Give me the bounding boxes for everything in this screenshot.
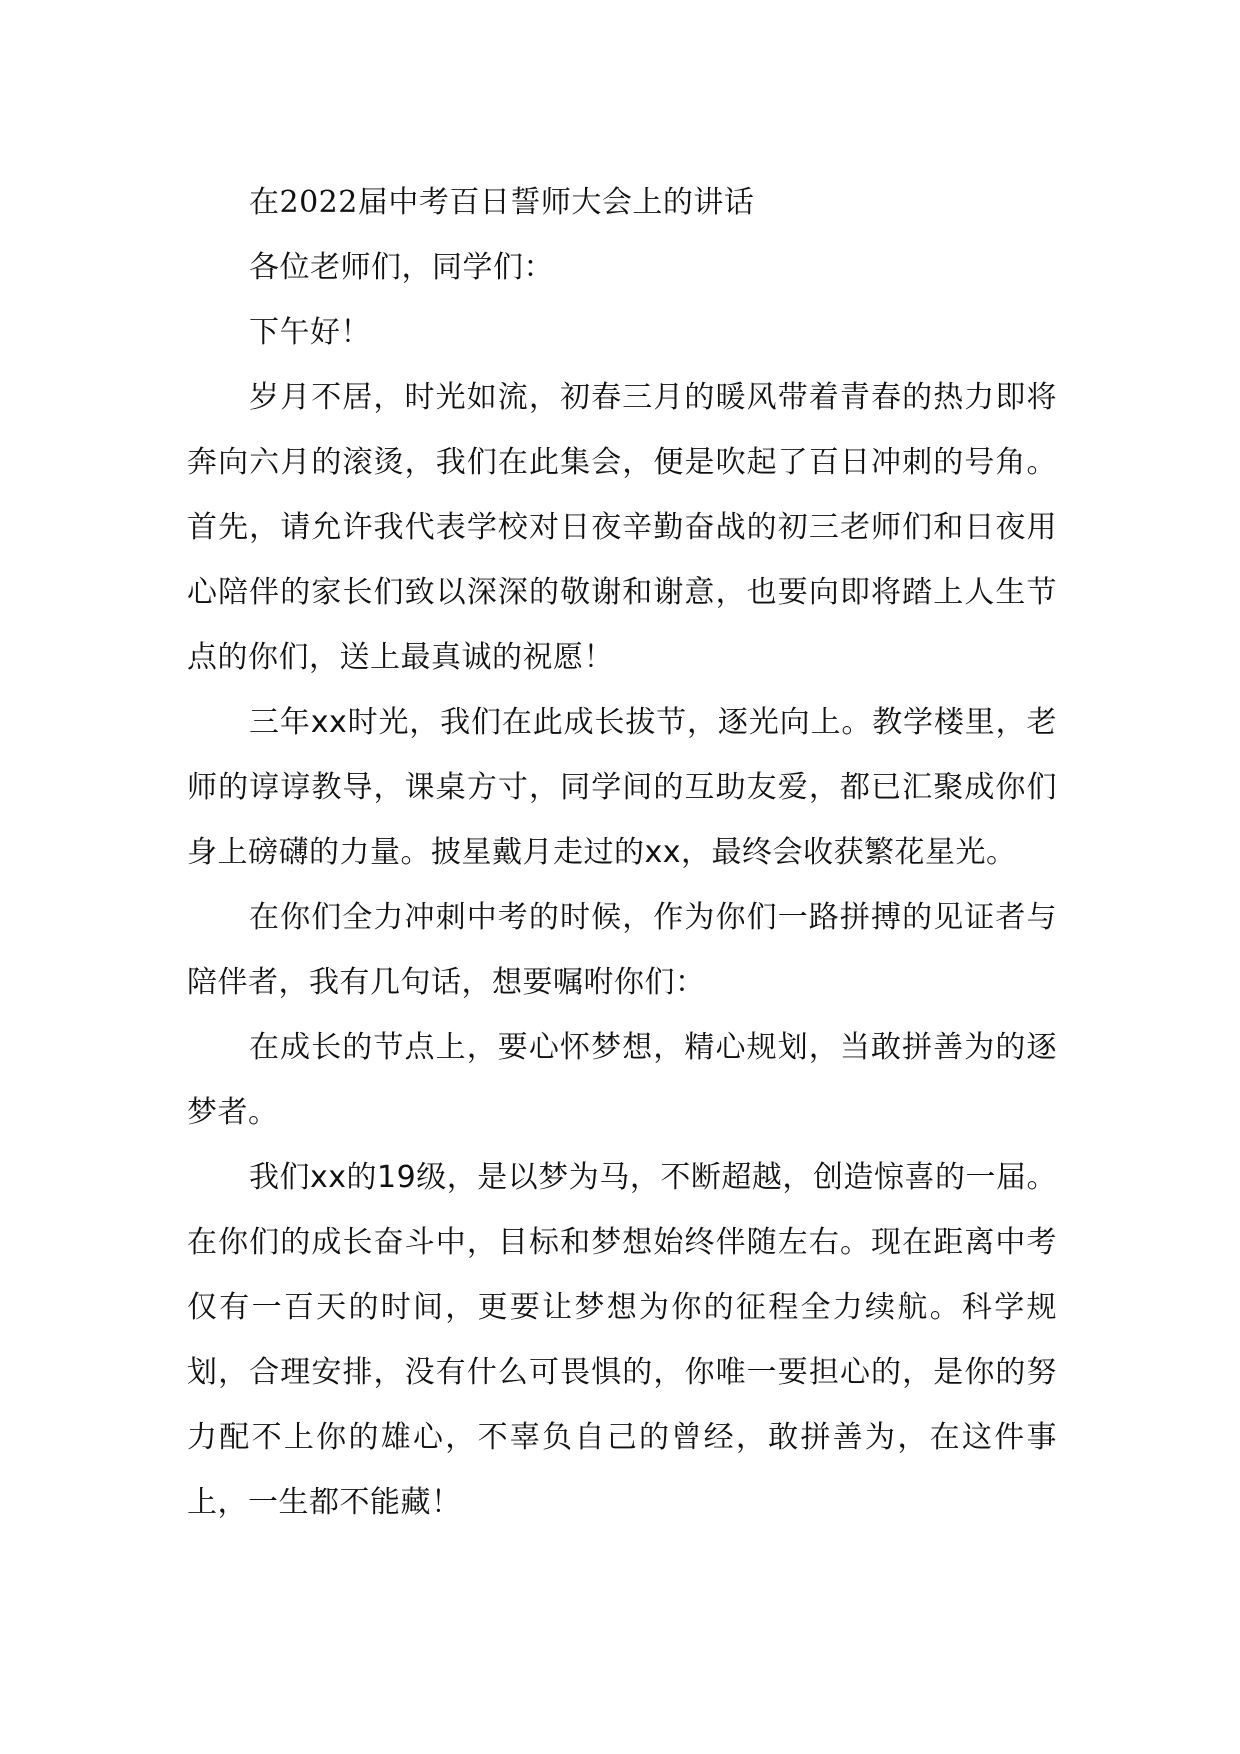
- speech-title: 在2022届中考百日誓师大会上的讲话: [249, 185, 755, 220]
- body-paragraph: 在你们全力冲刺中考的时候，作为你们一路拼搏的见证者与陪伴者，我有几句话，想要嘱咐你们：: [187, 900, 1057, 1000]
- document-body: [187, 170, 1057, 1535]
- body-paragraph: 我们xx的19级，是以梦为马，不断超越，创造惊喜的一届。在你们的成长奋斗中，目标和梦想始终伴随左右。现在距离中考仅有一百天的时间，更要让梦想为你的征程全力续航。科学规划，合理安排，没有什么可畏惧的，你唯一要担心的，是你的努力配不上你的雄心，不辜负自己的曾经，敢拼善为，在这件事上，一生都不能藏！: [187, 1160, 1057, 1520]
- body-paragraph: 三年xx时光，我们在此成长拔节，逐光向上。教学楼里，老师的谆谆教导，课桌方寸，同学间的互助友爱，都已汇聚成你们身上磅礴的力量。披星戴月走过的xx，最终会收获繁花星光。: [187, 705, 1057, 870]
- salutation-paragraph: 下午好！: [249, 315, 371, 350]
- greeting-paragraph: 各位老师们，同学们：: [249, 250, 554, 285]
- body-paragraph: 在成长的节点上，要心怀梦想，精心规划，当敢拼善为的逐梦者。: [187, 1030, 1057, 1130]
- body-paragraph: 岁月不居，时光如流，初春三月的暖风带着青春的热力即将奔向六月的滚烫，我们在此集会，便是吹起了百日冲刺的号角。首先，请允许我代表学校对日夜辛勤奋战的初三老师们和日夜用心陪伴的家长们致以深深的敬谢和谢意，也要向即将踏上人生节点的你们，送上最真诚的祝愿！: [187, 380, 1057, 675]
